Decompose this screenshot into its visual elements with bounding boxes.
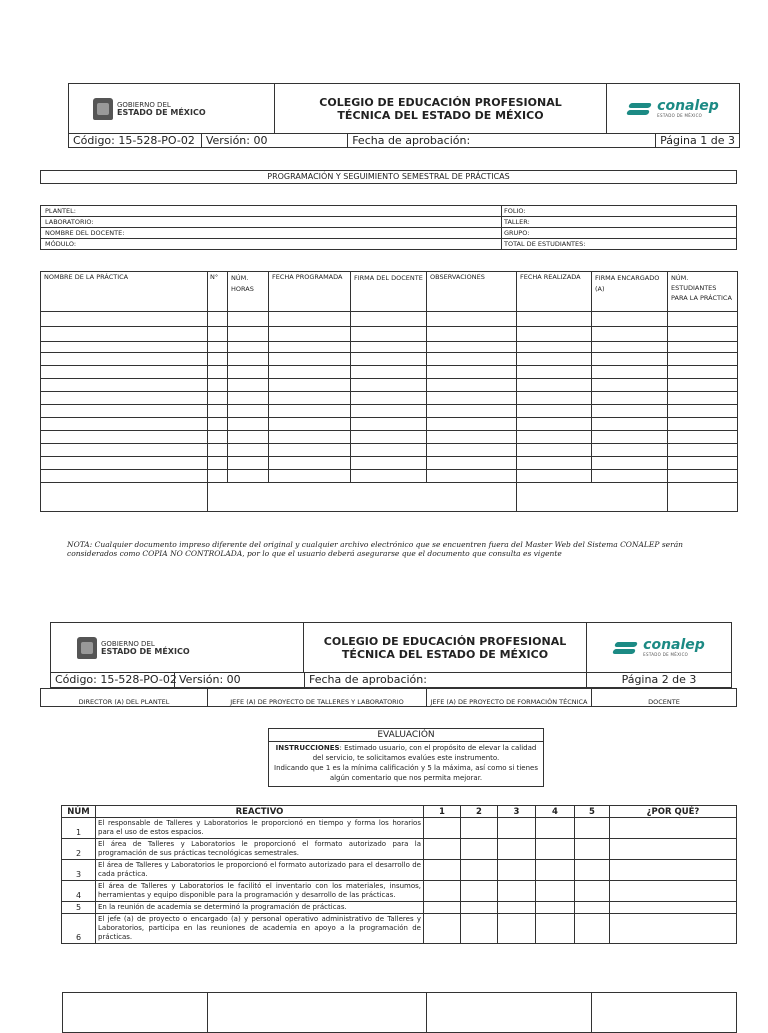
col-fecha-realizada: FECHA REALIZADA: [517, 272, 592, 312]
version: Versión: 00: [202, 134, 348, 147]
col-num: N°: [208, 272, 228, 312]
conalep-logo: [607, 84, 739, 133]
rating-cell[interactable]: [424, 914, 461, 944]
evaluacion-row: [62, 818, 737, 839]
total-estudiantes-label: TOTAL DE ESTUDIANTES:: [502, 239, 737, 250]
reactivo-text: El responsable de Talleres y Laboratorios le proporcionó en tiempo y forma los horarios para el uso de estos espacios.: [96, 818, 424, 839]
form-title: PROGRAMACIÓN Y SEGUIMIENTO SEMESTRAL DE PRÁCTICAS: [40, 170, 737, 184]
rating-cell[interactable]: [498, 860, 536, 881]
practica-row: [41, 405, 738, 418]
header-page-1: [68, 83, 740, 148]
seal-icon: [93, 98, 113, 120]
col-num: NÚM: [62, 806, 96, 818]
col-5: 5: [575, 806, 610, 818]
folio-label: FOLIO:: [502, 206, 737, 217]
rating-cell[interactable]: [610, 860, 737, 881]
practica-row: [41, 353, 738, 366]
rating-cell[interactable]: [498, 881, 536, 902]
taller-label: TALLER:: [502, 217, 737, 228]
col-4: 4: [536, 806, 575, 818]
gobierno-logo: [69, 84, 275, 133]
rating-cell[interactable]: [536, 881, 575, 902]
evaluacion-table: [61, 805, 737, 944]
evaluacion-row: [62, 839, 737, 860]
rating-cell[interactable]: [536, 902, 575, 914]
rating-cell[interactable]: [461, 860, 498, 881]
codigo: Código: 15-528-PO-02: [51, 673, 175, 687]
rating-cell[interactable]: [498, 839, 536, 860]
version: Versión: 00: [175, 673, 305, 687]
conalep-logo: [587, 623, 731, 672]
rating-cell[interactable]: [610, 902, 737, 914]
rating-cell[interactable]: [498, 902, 536, 914]
rating-cell[interactable]: [575, 818, 610, 839]
codigo: Código: 15-528-PO-02: [69, 134, 202, 147]
rating-cell[interactable]: [461, 839, 498, 860]
pagina: Página 2 de 3: [621, 673, 697, 686]
firmas-table: [40, 688, 737, 707]
pagina: Página 1 de 3: [660, 134, 735, 147]
rating-cell[interactable]: [610, 839, 737, 860]
evaluacion-row: [62, 914, 737, 944]
reactivo-num: 4: [62, 881, 96, 902]
grupo-label: GRUPO:: [502, 228, 737, 239]
practica-row: [41, 327, 738, 342]
conalep-sub: ESTADO DE MÉXICO: [657, 113, 703, 118]
rating-cell[interactable]: [536, 860, 575, 881]
firma-docente: DOCENTE: [592, 689, 737, 707]
rating-cell[interactable]: [536, 839, 575, 860]
practica-row: [41, 312, 738, 327]
colegio-line2: TÉCNICA DEL ESTADO DE MÉXICO: [337, 108, 544, 122]
rating-cell[interactable]: [575, 914, 610, 944]
rating-cell[interactable]: [575, 839, 610, 860]
rating-cell[interactable]: [424, 902, 461, 914]
reactivo-num: 1: [62, 818, 96, 839]
gob-line1: GOBIERNO DEL: [117, 100, 171, 109]
rating-cell[interactable]: [536, 914, 575, 944]
gobierno-logo: [51, 623, 304, 672]
col-por-que: ¿POR QUÉ?: [610, 806, 737, 818]
col-fecha-programada: FECHA PROGRAMADA: [269, 272, 351, 312]
gob-line2: ESTADO DE MÉXICO: [101, 646, 190, 656]
rating-cell[interactable]: [575, 881, 610, 902]
col-nombre-practica: NOMBRE DE LA PRÁCTICA: [41, 272, 208, 312]
practica-row: [41, 379, 738, 392]
gob-line1: GOBIERNO DEL: [101, 639, 155, 648]
practica-row: [41, 470, 738, 483]
rating-cell[interactable]: [610, 914, 737, 944]
colegio-line1: COLEGIO DE EDUCACIÓN PROFESIONAL: [319, 95, 562, 109]
docente-label: NOMBRE DEL DOCENTE:: [41, 228, 502, 239]
rating-cell[interactable]: [461, 902, 498, 914]
rating-cell[interactable]: [498, 818, 536, 839]
colegio-line2: TÉCNICA DEL ESTADO DE MÉXICO: [341, 647, 549, 661]
practica-row: [41, 457, 738, 470]
rating-cell[interactable]: [498, 914, 536, 944]
instrucciones-text-2: Indicando que 1 es la mínima calificación y 5 la máxima, así como si tienes algún comentario que nos permita mejorar.: [274, 764, 538, 782]
col-firma-encargado: FIRMA ENCARGADO (A): [592, 272, 668, 312]
evaluacion-row: [62, 860, 737, 881]
instrucciones-text: : Estimado usuario, con el propósito de elevar la calidad del servicio, te solicitamos evalúes este instrumento.: [312, 744, 537, 762]
col-observaciones: OBSERVACIONES: [427, 272, 517, 312]
reactivo-num: 6: [62, 914, 96, 944]
reactivo-text: En la reunión de academia se determinó la programación de prácticas.: [96, 902, 424, 914]
rating-cell[interactable]: [424, 839, 461, 860]
rating-cell[interactable]: [424, 860, 461, 881]
gob-line2: ESTADO DE MÉXICO: [117, 107, 206, 117]
fecha-aprobacion: Fecha de aprobación:: [348, 134, 656, 147]
rating-cell[interactable]: [536, 818, 575, 839]
evaluacion-title: EVALUACIÓN: [269, 729, 543, 742]
reactivo-num: 5: [62, 902, 96, 914]
practica-row: [41, 444, 738, 457]
info-table: [40, 205, 737, 250]
reactivo-text: El área de Talleres y Laboratorios le facilitó el inventario con los materiales, insumos, herramientas y equipo disponible para la programación y desarrollo de las prácticas.: [96, 881, 424, 902]
reactivo-text: El área de Talleres y Laboratorios le proporcionó el formato autorizado para la programación de sus prácticas tecnológicas semestrales.: [96, 839, 424, 860]
fecha-aprobacion: Fecha de aprobación:: [305, 673, 587, 687]
practica-summary-row: [41, 483, 738, 512]
rating-cell[interactable]: [424, 881, 461, 902]
conalep-name: conalep: [643, 637, 705, 653]
rating-cell[interactable]: [461, 914, 498, 944]
col-2: 2: [461, 806, 498, 818]
rating-cell[interactable]: [610, 818, 737, 839]
rating-cell[interactable]: [575, 902, 610, 914]
evaluacion-row: [62, 902, 737, 914]
reactivo-num: 3: [62, 860, 96, 881]
evaluacion-box: [268, 728, 544, 787]
header-page-2: [50, 622, 732, 688]
evaluacion-row: [62, 881, 737, 902]
practica-row: [41, 431, 738, 444]
reactivo-num: 2: [62, 839, 96, 860]
col-num-estudiantes: NÚM. ESTUDIANTES PARA LA PRÁCTICA: [668, 272, 738, 312]
practica-row: [41, 366, 738, 379]
col-3: 3: [498, 806, 536, 818]
reactivo-text: El área de Talleres y Laboratorios le proporcionó el formato autorizado para el desarrollo de cada práctica.: [96, 860, 424, 881]
conalep-mark-icon: [613, 642, 639, 654]
modulo-label: MÓDULO:: [41, 239, 502, 250]
colegio-title: [275, 84, 607, 133]
laboratorio-label: LABORATORIO:: [41, 217, 502, 228]
practica-row: [41, 418, 738, 431]
colegio-title: [304, 623, 587, 672]
reactivo-text: El jefe (a) de proyecto o encargado (a) y personal operativo administrativo de Talleres y Laboratorios, participa en las reuniones de academia en apoyo a la programación de prácticas.: [96, 914, 424, 944]
instrucciones-label: INSTRUCCIONES: [275, 744, 340, 752]
firma-director: DIRECTOR (A) DEL PLANTEL: [41, 689, 208, 707]
practica-row: [41, 342, 738, 353]
rating-cell[interactable]: [461, 818, 498, 839]
plantel-label: PLANTEL:: [41, 206, 502, 217]
col-reactivo: REACTIVO: [96, 806, 424, 818]
col-horas: NÚM. HORAS: [228, 272, 269, 312]
practica-row: [41, 392, 738, 405]
col-1: 1: [424, 806, 461, 818]
rating-cell[interactable]: [575, 860, 610, 881]
rating-cell[interactable]: [610, 881, 737, 902]
firma-jefe-talleres: JEFE (A) DE PROYECTO DE TALLERES Y LABORATORIO: [208, 689, 427, 707]
colegio-line1: COLEGIO DE EDUCACIÓN PROFESIONAL: [323, 634, 567, 648]
practicas-table: [40, 271, 738, 512]
rating-cell[interactable]: [424, 818, 461, 839]
nota-copia-no-controlada: NOTA: Cualquier documento impreso diferente del original y cualquier archivo electrónico que se encuentren fuera del Master Web del Sistema CONALEP serán considerados como COPIA NO CONTROLADA, por lo que el usuario deberá asegurarse que el documento que consulta es vigente: [67, 540, 683, 558]
seal-icon: [77, 637, 97, 659]
conalep-name: conalep: [657, 98, 719, 114]
col-firma-docente: FIRMA DEL DOCENTE: [351, 272, 427, 312]
rating-cell[interactable]: [461, 881, 498, 902]
bottom-table: [62, 992, 737, 1033]
firma-jefe-formacion: JEFE (A) DE PROYECTO DE FORMACIÓN TÉCNICA: [427, 689, 592, 707]
conalep-sub: ESTADO DE MÉXICO: [643, 652, 689, 657]
conalep-mark-icon: [627, 103, 653, 115]
